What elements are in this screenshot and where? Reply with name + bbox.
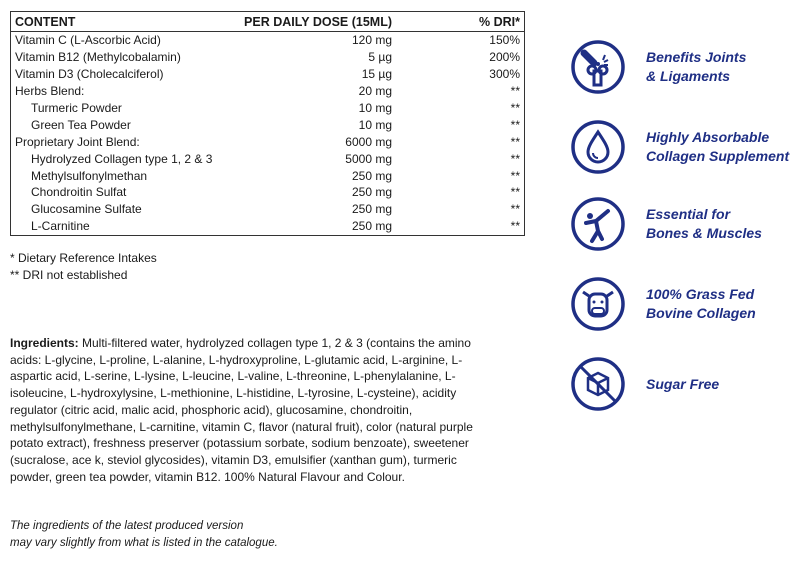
- benefit-item: [570, 356, 719, 412]
- ingredient-dose: 250 mg: [351, 168, 392, 183]
- ingredient-name: Turmeric Powder: [31, 101, 122, 115]
- ingredient-name: Vitamin C (L-Ascorbic Acid): [15, 33, 161, 48]
- table-row: [11, 218, 525, 235]
- ingredients-label: Ingredients:: [10, 336, 79, 350]
- benefit-line: Sugar Free: [646, 375, 720, 392]
- ingredients-text: Multi-filtered water, hydrolyzed collagen type 1, 2 & 3 (contains the amino acids: L-glycine, L-proline, L-alanine, L-hydroxyproline, L-glutamic acid, L-arginine, L-aspartic acid, L-serine, L-lysine, L-leucine, L-valine, L-threonine, L-phenylalanine, L-isoleucine, L-hydroxylysine, L-methionine, L-histidine, L-tyrosine, L-cysteine), acidity regulator (citric acid, malic acid, phosphoric acid), glucosamine, chondroitin, methylsulfonylmethane, L-carnitine, vitamin C, flavor (natural fruit), color (natural purple potato extract), freshness preserver (potassium sorbate, sodium benzoate), sweetener (sucralose, ace k, steviol glycosides), vitamin D3, emulsifier (xanthan gum), turmeric powder, green tea powder, vitamin B12. 100% Natural Flavour and Colour.: [10, 336, 473, 484]
- ingredient-name: Vitamin B12 (Methylcobalamin): [15, 50, 181, 65]
- ingredient-dri: **: [510, 219, 520, 234]
- cow-icon: [570, 276, 626, 332]
- ingredient-dri: **: [510, 117, 520, 132]
- benefit-item: [570, 119, 789, 175]
- ingredient-dose: 10 mg: [358, 101, 392, 115]
- table-row: [11, 184, 525, 201]
- header-dose: PER DAILY DOSE (15ML): [228, 12, 396, 32]
- ingredient-dose: 10 mg: [358, 117, 392, 132]
- benefit-line: Bones & Muscles: [646, 225, 762, 241]
- footnote-not-established: ** DRI not established: [10, 268, 128, 282]
- header-content: CONTENT: [11, 12, 229, 32]
- ingredient-name: L-Carnitine: [31, 219, 90, 234]
- table-row: [11, 49, 525, 66]
- nutrition-table: [10, 11, 525, 236]
- header-dri: % DRI*: [396, 12, 525, 32]
- ingredient-name: Proprietary Joint Blend:: [15, 134, 140, 149]
- ingredient-dri: **: [510, 168, 520, 183]
- ingredient-name: Hydrolyzed Collagen type 1, 2 & 3: [31, 151, 213, 166]
- note-line: The ingredients of the latest produced version: [10, 520, 244, 532]
- ingredient-name: Methylsulfonylmethan: [31, 168, 148, 183]
- ingredient-dri: **: [510, 185, 520, 200]
- benefit-line: 100% Grass Fed: [646, 286, 755, 302]
- benefit-text: [646, 48, 746, 86]
- ingredient-dri: **: [510, 84, 520, 99]
- benefit-line: Essential for: [646, 206, 731, 222]
- table-row: [11, 150, 525, 167]
- table-row: [11, 100, 525, 117]
- joint-icon: [570, 39, 626, 95]
- ingredient-dri: **: [510, 202, 520, 217]
- ingredient-dri: **: [510, 134, 520, 149]
- benefit-line: & Ligaments: [646, 68, 731, 84]
- no-sugar-icon: [570, 356, 626, 412]
- benefit-text: [646, 128, 789, 166]
- ingredient-dri: 200%: [489, 50, 520, 65]
- ingredient-dri: 150%: [489, 33, 520, 48]
- ingredient-dri: 300%: [489, 67, 520, 82]
- benefit-line: Bovine Collagen: [646, 305, 756, 321]
- ingredient-dose: 6000 mg: [345, 134, 392, 149]
- table-row: [11, 83, 525, 100]
- disclaimer-note: [10, 518, 278, 552]
- table-row: [11, 133, 525, 150]
- table-row: [11, 66, 525, 83]
- note-line: may vary slightly from what is listed in the catalogue.: [10, 537, 278, 549]
- benefit-text: [646, 375, 719, 394]
- ingredient-dose: 250 mg: [351, 202, 392, 217]
- ingredient-dose: 20 mg: [358, 84, 392, 99]
- ingredient-dose: 250 mg: [351, 219, 392, 234]
- benefit-text: [646, 285, 756, 323]
- ingredient-dose: 5 µg: [368, 50, 392, 65]
- table-row: [11, 167, 525, 184]
- ingredient-dose: 15 µg: [361, 67, 392, 82]
- benefit-line: Highly Absorbable: [646, 129, 770, 145]
- benefit-text: [646, 205, 762, 243]
- ingredient-dose: 120 mg: [351, 33, 392, 48]
- benefit-item: [570, 39, 746, 95]
- exercise-icon: [570, 196, 626, 252]
- ingredient-name: Herbs Blend:: [15, 84, 85, 99]
- table-row: [11, 32, 525, 49]
- ingredient-dose: 5000 mg: [345, 151, 392, 166]
- table-row: [11, 116, 525, 133]
- benefit-item: [570, 276, 756, 332]
- benefit-line: Benefits Joints: [646, 49, 747, 65]
- ingredient-name: Glucosamine Sulfate: [31, 202, 142, 217]
- ingredient-name: Vitamin D3 (Cholecalciferol): [15, 67, 164, 82]
- ingredient-dri: **: [510, 101, 520, 115]
- ingredient-name: Green Tea Powder: [31, 117, 131, 132]
- benefit-item: [570, 196, 762, 252]
- ingredient-name: Chondroitin Sulfat: [31, 185, 127, 200]
- ingredients: [10, 335, 490, 485]
- droplet-icon: [570, 119, 626, 175]
- benefit-line: Collagen Supplement: [646, 148, 790, 164]
- table-row: [11, 201, 525, 218]
- ingredient-dri: **: [510, 151, 520, 166]
- footnote-dri: * Dietary Reference Intakes: [10, 251, 157, 265]
- ingredient-dose: 250 mg: [351, 185, 392, 200]
